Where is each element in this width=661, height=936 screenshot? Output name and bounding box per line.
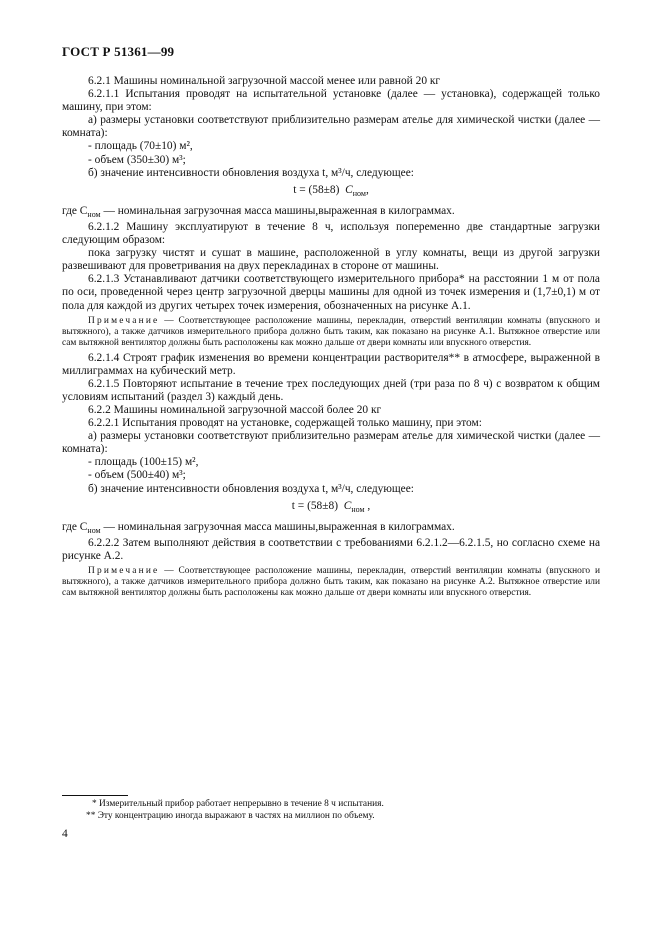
where-c-2-rest: — номинальная загрузочная масса машины,выраженная в килограммах. [100,520,455,533]
list-item-b: б) значение интенсивности обновления воздуха t, м³/ч, следующее: [88,166,414,179]
footnotes [62,798,600,822]
list-item-volume: - объем (350±30) м³; [88,153,186,166]
formula-1-c: C [345,183,353,196]
list-item-a-2: а) размеры установки соответствуют приблизительно размерам ателье для химической чистки (далее — комната): [62,430,600,456]
note-1-text: — Соответствующее расположение машины, перекладин, отверстий вентиляции комнаты (впускного и вытяжного), а также датчиков измерительного прибора должно быть таким, как показано на рисунке А.1. Вытяжное отверстие или сам вытяжной вентилятор должны быть расположены как можно дальше от двери комнаты или впускного отверстия. [62,315,600,348]
formula-1-left: t = (58±8) [293,183,340,196]
note-1-label: Примечание [88,315,160,326]
paragraph-6-2-2-2: 6.2.2.2 Затем выполняют действия в соответствии с требованиями 6.2.1.2—6.2.1.5, но согласно схеме на рисунке А.2. [62,536,600,562]
footnote-divider [62,795,128,796]
list-item-area-2: - площадь (100±15) м², [88,456,199,469]
formula-2-c: C [343,499,352,512]
document-body [62,75,600,602]
list-item-a: а) размеры установки соответствуют приблизительно размерам ателье для химической чистки (далее — комната): [62,114,600,140]
where-c-2: где C [62,520,88,533]
formula-2-explanation [62,521,600,537]
note-2-text: — Соответствующее расположение машины, перекладин, отверстий вентиляции комнаты (впускного и вытяжного), а также датчиков измерительного прибора должно быть таким, как показано на рисунке А.2. Вытяжное отверстие или сам вытяжной вентилятор должны быть расположены как можно дальше от двери комнаты или впускного отверстия. [62,566,600,598]
section-6-2-2-heading: 6.2.2 Машины номинальной загрузочной массой более 20 кг [88,403,382,416]
list-item-b-2: б) значение интенсивности обновления воздуха t, м³/ч, следующее: [88,482,414,495]
where-c-rest: — номинальная загрузочная масса машины,выраженная в килограммах. [100,204,455,217]
formula-1-sub: ном [352,188,366,198]
note-1 [62,316,600,349]
formula-2-sub: ном [351,504,365,514]
paragraph-6-2-1-5: 6.2.1.5 Повторяют испытание в течение трех последующих дней (три раза по 8 ч) с возвратом к общим условиям испытаний (раздел 3) каждый день. [62,377,600,403]
paragraph-6-2-2-1: 6.2.2.1 Испытания проводят на установке, содержащей только машину, при этом: [88,417,482,430]
note-2-label: Примечание [88,566,160,576]
formula-2 [62,500,600,516]
formula-1 [62,184,600,200]
paragraph-loading: пока загрузку чистят и сушат в машине, расположенной в углу комнаты, вещи из другой загрузки развешивают для проветривания на двух перекладинах в стороне от машины. [62,247,600,273]
formula-2-tail: , [364,499,371,512]
formula-1-tail: , [365,183,369,196]
paragraph-6-2-1-4: 6.2.1.4 Строят график изменения во времени концентрации растворителя** в атмосфере, выраженной в миллиграммах на кубический метр. [62,351,600,377]
paragraph-6-2-1-2: 6.2.1.2 Машину эксплуатируют в течение 8 ч, используя попеременно две стандартные загрузки следующим образом: [62,220,600,247]
where-c: где C [62,204,88,217]
paragraph-6-2-1-1: 6.2.1.1 Испытания проводят на испытательной установке (далее — установка), содержащей только машину, при этом: [62,88,600,114]
formula-2-left: t = (58±8) [291,499,338,512]
where-c-2-sub: ном [87,525,101,535]
where-c-sub: ном [87,209,101,219]
list-item-area: - площадь (70±10) м², [88,140,193,153]
footnote-1: * Измерительный прибор работает непрерывно в течение 8 ч испытания. [92,799,384,809]
footnote-2: ** Эту концентрацию иногда выражают в частях на миллион по объему. [86,811,375,821]
note-2 [62,566,600,599]
formula-1-explanation [62,205,600,221]
page-number: 4 [62,828,68,840]
section-6-2-1-heading: 6.2.1 Машины номинальной загрузочной массой менее или равной 20 кг [88,75,441,87]
paragraph-6-2-1-3: 6.2.1.3 Устанавливают датчики соответствующего измерительного прибора* на расстоянии 1 м от пола по оси, проведенной через центр загрузочной дверцы машины для одной из точек измерения и (1,7±0,1) м от пола для каждой из других четырех точек измерения, обозначенных на рисунке А.1. [62,273,600,312]
document-header: ГОСТ Р 51361—99 [62,44,175,59]
list-item-volume-2: - объем (500±40) м³; [88,469,186,482]
